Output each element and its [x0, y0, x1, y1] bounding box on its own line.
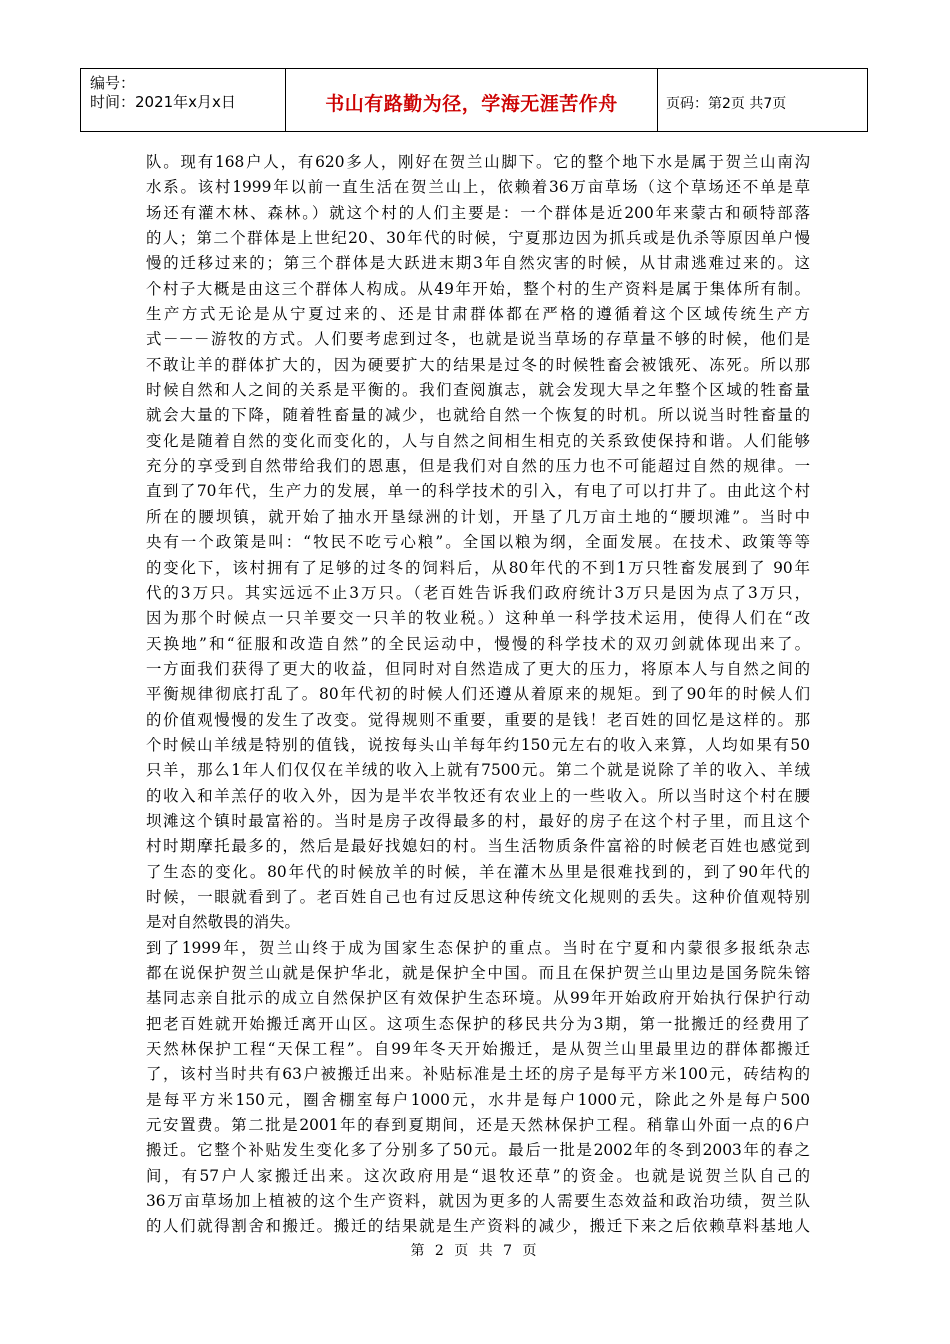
header-motto: 书山有路勤为径，学海无涯苦作舟: [325, 93, 618, 115]
header-meta-cell: [80, 68, 286, 132]
document-body: [146, 150, 810, 1240]
text-line: 代的3万只。其实远远不止3万只。（老百姓告诉我们政府统计3万只是因为点了3万只，: [146, 583, 810, 602]
header-page-info: 页码：第2页 共7页: [666, 96, 787, 112]
text-line: 是对自然敬畏的消失。: [146, 913, 300, 932]
text-line: 一方面我们获得了更大的收益，但同时对自然造成了更大的压力，将原本人与自然之间的: [146, 659, 810, 678]
text-line: 间，有57户人家搬迁出来。这次政府用是“退牧还草”的资金。也就是说贺兰队自己的: [146, 1166, 810, 1185]
text-line: 的人；第二个群体是上世纪20、30年代的时候，宁夏那边因为抓兵或是仇杀等原因单户慢: [146, 229, 810, 248]
text-line: 时候，一眼就看到了。老百姓自己也有过反思这种传统文化规则的丢失。这种价值观特别: [146, 887, 810, 906]
text-line: 都在说保护贺兰山就是保护华北，就是保护全中国。而且在保护贺兰山里边是国务院朱镕: [146, 964, 810, 982]
document-number-label: 编号：: [90, 74, 136, 92]
document-date-label: 时间：2021年x月x日: [90, 93, 236, 111]
text-line: 到了1999年，贺兰山终于成为国家生态保护的重点。当时在宁夏和内蒙很多报纸杂志: [146, 938, 810, 957]
text-line: 生产方式无论是从宁夏过来的、还是甘肃群体都在严格的遵循着这个区域传统生产方: [146, 305, 810, 324]
text-line: 央有一个政策是叫：“牧民不吃亏心粮”。全国以粮为纲，全面发展。在技术、政策等等: [146, 533, 810, 552]
header-motto-cell: [285, 68, 658, 132]
text-line: 了，该村当时共有63户被搬迁出来。补贴标准是土坯的房子是每平方米100元，砖结构的: [146, 1065, 810, 1084]
text-line: 就会大量的下降，随着牲畜量的减少，也就给自然一个恢复的时机。所以说当时牲畜量的: [146, 406, 810, 425]
text-line: 水系。该村1999年以前一直生活在贺兰山上，依赖着36万亩草场（这个草场还不单是草: [146, 178, 810, 197]
page-footer: 第 2 页 共 7 页: [410, 1243, 540, 1259]
text-line: 天换地”和“征服和改造自然”的全民运动中，慢慢的科学技术的双刃剑就体现出来了。: [146, 634, 810, 653]
text-line: 把老百姓就开始搬迁离开山区。这项生态保护的移民共分为3期，第一批搬迁的经费用了: [146, 1014, 810, 1033]
text-line: 36万亩草场加上植被的这个生产资料，就因为更多的人需要生态效益和政治功绩，贺兰队: [146, 1192, 810, 1211]
text-line: 变化是随着自然的变化而变化的，人与自然之间相生相克的关系致使保持和谐。人们能够: [146, 431, 810, 450]
text-line: 因为那个时候点一只羊要交一只羊的牧业税。）这种单一科学技术运用，使得人们在“改: [146, 609, 810, 628]
text-line: 平衡规律彻底打乱了。80年代初的时候人们还遵从着原来的规矩。到了90年的时候人们: [146, 685, 810, 704]
text-line: 时候自然和人之间的关系是平衡的。我们查阅旗志，就会发现大旱之年整个区域的牲畜量: [146, 381, 810, 400]
text-line: 充分的享受到自然带给我们的恩惠，但是我们对自然的压力也不可能超过自然的规律。一: [146, 457, 810, 476]
text-line: 式－－－游牧的方式。人们要考虑到过冬，也就是说当草场的存草量不够的时候，他们是: [146, 330, 810, 349]
text-line: 个时候山羊绒是特别的值钱，说按每头山羊每年约150元左右的收入来算，人均如果有50: [146, 735, 810, 754]
text-line: 村时期摩托最多的，然后是最好找媳妇的村。当生活物质条件富裕的时候老百姓也感觉到: [146, 837, 810, 856]
text-line: 直到了70年代，生产力的发展，单一的科学技术的引入，有电了可以打井了。由此这个村: [146, 482, 810, 501]
text-line: 天然林保护工程“天保工程”。自99年冬天开始搬迁，是从贺兰山里最里边的群体都搬迁: [146, 1040, 810, 1059]
text-line: 是每平方米150元，圈舍棚室每户1000元，水井是每户1000元，除此之外是每户500: [146, 1090, 810, 1109]
paragraph-1: [146, 150, 810, 936]
paragraph-2: [146, 936, 810, 1240]
text-line: 慢的迁移过来的；第三个群体是大跃进末期3年自然灾害的时候，从甘肃逃难过来的。这: [146, 254, 810, 273]
text-line: 的价值观慢慢的发生了改变。觉得规则不重要，重要的是钱！老百姓的回忆是这样的。那: [146, 710, 810, 729]
page-header: [80, 68, 868, 132]
text-line: 的变化下，该村拥有了足够的过冬的饲料后，从80年代的不到1万只牲畜发展到了 90年: [146, 558, 810, 577]
text-line: 队。现有168户人，有620多人，刚好在贺兰山脚下。它的整个地下水是属于贺兰山南沟: [146, 153, 810, 171]
text-line: 搬迁。它整个补贴发生变化多了分别多了50元。最后一批是2002年的冬到2003年的春之: [146, 1141, 810, 1160]
header-page-cell: [657, 68, 868, 132]
text-line: 坝滩这个镇时最富裕的。当时是房子改得最多的村，最好的房子在这个村子里，而且这个: [146, 811, 810, 830]
text-line: 只羊，那么1年人们仅仅在羊绒的收入上就有7500元。第二个就是说除了羊的收入、羊绒: [146, 761, 810, 780]
text-line: 基同志亲自批示的成立自然保护区有效保护生态环境。从99年开始政府开始执行保护行动: [146, 989, 810, 1008]
text-line: 的人们就得割舍和搬迁。搬迁的结果就是生产资料的减少，搬迁下来之后依赖草料基地人: [146, 1217, 810, 1236]
text-line: 个村子大概是由这三个群体人构成。从49年开始，整个村的生产资料是属于集体所有制。: [146, 279, 810, 298]
text-line: 不敢让羊的群体扩大的，因为硬要扩大的结果是过冬的时候牲畜会被饿死、冻死。所以那: [146, 355, 810, 374]
text-line: 元安置费。第二批是2001年的春到夏期间，还是天然林保护工程。稍靠山外面一点的6户: [146, 1116, 810, 1135]
text-line: 了生态的变化。80年代的时候放羊的时候，羊在灌木丛里是很难找到的，到了90年代的: [146, 862, 810, 881]
text-line: 的收入和羊羔仔的收入外，因为是半农半牧还有农业上的一些收入。所以当时这个村在腰: [146, 786, 810, 805]
text-line: 所在的腰坝镇，就开始了抽水开垦绿洲的计划，开垦了几万亩土地的“腰坝滩”。当时中: [146, 507, 810, 526]
text-line: 场还有灌木林、森林。）就这个村的人们主要是：一个群体是近200年来蒙古和硕特部落: [146, 203, 810, 222]
